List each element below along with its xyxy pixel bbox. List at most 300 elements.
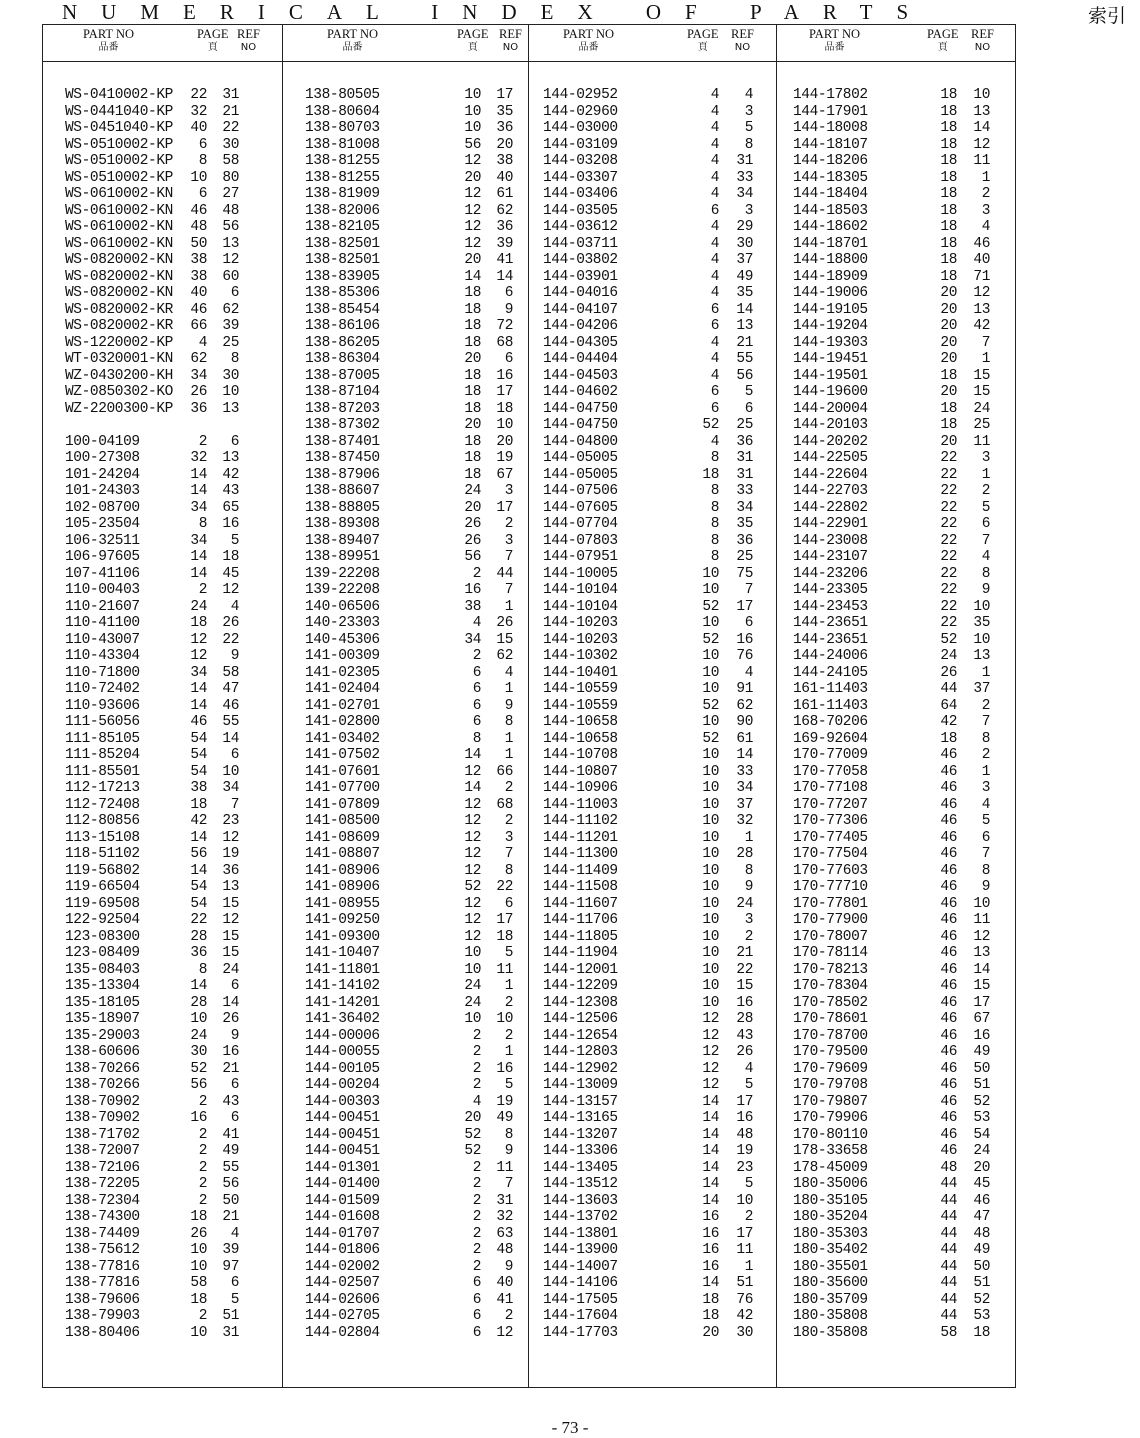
part-number: WS-0610002-KN bbox=[65, 235, 173, 252]
part-number: 144-20004 bbox=[793, 400, 868, 417]
part-number: WS-0820002-KN bbox=[65, 285, 173, 301]
page-value: 10 bbox=[702, 648, 719, 664]
table-row bbox=[777, 368, 1015, 385]
table-row bbox=[43, 764, 282, 781]
table-row bbox=[283, 780, 529, 797]
table-row bbox=[283, 929, 529, 946]
table-row bbox=[777, 335, 1015, 352]
table-row bbox=[777, 912, 1015, 929]
part-no-header-label: PART NO bbox=[563, 27, 615, 41]
page-value: 34 bbox=[190, 664, 207, 681]
page-value: 46 bbox=[940, 895, 957, 912]
page-value: 2 bbox=[198, 1176, 207, 1192]
page-value: 12 bbox=[464, 846, 481, 862]
table-row bbox=[283, 912, 529, 929]
part-number: 138-70266 bbox=[65, 1060, 140, 1077]
page-value: 32 bbox=[190, 450, 207, 466]
page-value: 38 bbox=[190, 268, 207, 285]
ref-value: 62 bbox=[222, 301, 239, 318]
part-number: WS-0510002-KP bbox=[65, 136, 173, 153]
part-number: 135-08403 bbox=[65, 961, 140, 978]
table-row bbox=[283, 219, 529, 236]
table-row bbox=[43, 978, 282, 995]
table-row bbox=[529, 1094, 777, 1111]
ref-value: 2 bbox=[744, 928, 753, 945]
table-row bbox=[777, 698, 1015, 715]
ref-value: 35 bbox=[736, 516, 753, 532]
part-number: 123-08300 bbox=[65, 928, 140, 945]
ref-value: 14 bbox=[973, 961, 990, 978]
table-row bbox=[529, 1209, 777, 1226]
part-number: 122-92504 bbox=[65, 912, 140, 928]
ref-value: 13 bbox=[973, 648, 990, 664]
ref-value: 68 bbox=[496, 334, 513, 351]
part-number: 141-02701 bbox=[305, 697, 380, 714]
table-row bbox=[43, 335, 282, 352]
part-number: 144-07605 bbox=[543, 499, 618, 516]
table-row bbox=[777, 830, 1015, 847]
page-value: 46 bbox=[940, 763, 957, 780]
part-number: WS-1220002-KP bbox=[65, 334, 173, 351]
table-row bbox=[283, 186, 529, 203]
ref-value: 12 bbox=[222, 829, 239, 846]
table-row bbox=[529, 252, 777, 269]
part-number: 170-77058 bbox=[793, 763, 868, 780]
table-row bbox=[43, 615, 282, 632]
page-value: 18 bbox=[940, 120, 957, 136]
ref-value: 5 bbox=[981, 813, 990, 829]
page-value: 2 bbox=[472, 1060, 481, 1077]
table-row bbox=[777, 599, 1015, 616]
ref-value: 4 bbox=[230, 598, 239, 615]
part-number: 180-35808 bbox=[793, 1308, 868, 1324]
page-value: 4 bbox=[472, 615, 481, 631]
table-row bbox=[529, 401, 777, 418]
table-row bbox=[777, 747, 1015, 764]
page-value: 44 bbox=[940, 681, 957, 697]
part-number: 144-19451 bbox=[793, 351, 868, 367]
table-row bbox=[43, 1077, 282, 1094]
ref-value: 36 bbox=[222, 862, 239, 879]
ref-value: 9 bbox=[744, 879, 753, 895]
ref-value: 49 bbox=[496, 1110, 513, 1126]
page-value: 18 bbox=[940, 400, 957, 417]
page-value: 12 bbox=[190, 631, 207, 648]
ref-header bbox=[731, 28, 754, 54]
ref-value: 48 bbox=[973, 1225, 990, 1242]
page-value: 18 bbox=[464, 285, 481, 301]
page-value: 14 bbox=[190, 565, 207, 582]
ref-value: 10 bbox=[736, 1192, 753, 1209]
ref-value: 8 bbox=[504, 714, 513, 730]
ref-value: 10 bbox=[973, 631, 990, 648]
page-value: 48 bbox=[190, 219, 207, 235]
table-row bbox=[283, 1275, 529, 1292]
part-number: 144-00006 bbox=[305, 1027, 380, 1044]
page-value: 22 bbox=[940, 499, 957, 516]
column-header bbox=[529, 25, 777, 62]
table-row bbox=[283, 368, 529, 385]
page-value: 20 bbox=[464, 351, 481, 367]
part-number: 144-12506 bbox=[543, 1011, 618, 1027]
table-row bbox=[43, 549, 282, 566]
page-value: 52 bbox=[464, 879, 481, 895]
part-number: 144-23453 bbox=[793, 598, 868, 615]
ref-value: 47 bbox=[973, 1209, 990, 1225]
table-row bbox=[283, 1127, 529, 1144]
page-value: 2 bbox=[198, 1192, 207, 1209]
ref-header bbox=[499, 28, 522, 54]
page-value: 18 bbox=[940, 136, 957, 153]
table-row bbox=[283, 1011, 529, 1028]
table-row bbox=[43, 351, 282, 368]
part-number: 138-72205 bbox=[65, 1176, 140, 1192]
ref-value: 22 bbox=[736, 961, 753, 978]
page-value: 10 bbox=[702, 763, 719, 780]
ref-value: 38 bbox=[496, 153, 513, 169]
table-row bbox=[777, 549, 1015, 566]
page-value: 2 bbox=[472, 1225, 481, 1242]
page-value: 4 bbox=[710, 252, 719, 268]
table-row bbox=[283, 417, 529, 434]
table-row bbox=[529, 351, 777, 368]
page-value: 6 bbox=[472, 1324, 481, 1341]
table-row bbox=[283, 1209, 529, 1226]
page-value: 46 bbox=[940, 862, 957, 879]
table-row bbox=[777, 681, 1015, 698]
part-number: 138-88607 bbox=[305, 483, 380, 499]
table-row bbox=[529, 648, 777, 665]
ref-value: 2 bbox=[744, 1209, 753, 1225]
ref-value: 36 bbox=[736, 433, 753, 450]
ref-value: 25 bbox=[736, 417, 753, 433]
table-row bbox=[43, 1292, 282, 1309]
ref-value: 3 bbox=[744, 202, 753, 219]
page-value: 56 bbox=[190, 846, 207, 862]
table-row bbox=[529, 318, 777, 335]
table-row bbox=[529, 1011, 777, 1028]
ref-value: 9 bbox=[504, 1143, 513, 1159]
part-number: 144-13207 bbox=[543, 1126, 618, 1143]
page-value: 46 bbox=[940, 879, 957, 895]
page-value: 20 bbox=[940, 351, 957, 367]
ref-value: 25 bbox=[736, 549, 753, 565]
part-number: 141-08807 bbox=[305, 846, 380, 862]
table-row bbox=[283, 203, 529, 220]
table-row bbox=[283, 351, 529, 368]
part-number: 119-69508 bbox=[65, 895, 140, 912]
table-row bbox=[283, 945, 529, 962]
ref-value: 68 bbox=[496, 796, 513, 813]
table-row bbox=[529, 1044, 777, 1061]
ref-value: 30 bbox=[222, 367, 239, 384]
table-row bbox=[43, 1143, 282, 1160]
ref-value: 8 bbox=[744, 862, 753, 879]
ref-header-label: REF bbox=[499, 27, 522, 41]
table-row bbox=[43, 104, 282, 121]
table-row bbox=[529, 483, 777, 500]
table-row bbox=[283, 962, 529, 979]
ref-value: 26 bbox=[222, 1011, 239, 1027]
part-number: 101-24204 bbox=[65, 466, 140, 483]
table-row bbox=[283, 269, 529, 286]
page-value: 12 bbox=[464, 862, 481, 879]
table-row bbox=[777, 467, 1015, 484]
ref-value: 25 bbox=[222, 334, 239, 351]
part-number: 140-45306 bbox=[305, 631, 380, 648]
ref-value: 6 bbox=[981, 829, 990, 846]
page-value: 18 bbox=[940, 169, 957, 186]
part-number: 138-79903 bbox=[65, 1308, 140, 1324]
table-row bbox=[777, 995, 1015, 1012]
table-row bbox=[43, 1226, 282, 1243]
ref-value: 42 bbox=[736, 1308, 753, 1324]
ref-value: 46 bbox=[973, 235, 990, 252]
table-row bbox=[777, 1110, 1015, 1127]
ref-value: 7 bbox=[981, 714, 990, 730]
table-row bbox=[529, 269, 777, 286]
table-row bbox=[283, 1226, 529, 1243]
ref-header-label: REF bbox=[237, 27, 260, 41]
ref-value: 12 bbox=[973, 928, 990, 945]
ref-value: 1 bbox=[981, 664, 990, 681]
ref-value: 18 bbox=[973, 1324, 990, 1341]
page-value: 4 bbox=[710, 285, 719, 301]
table-row bbox=[529, 516, 777, 533]
part-number: 138-87401 bbox=[305, 433, 380, 450]
page-value: 46 bbox=[940, 994, 957, 1011]
page-value: 18 bbox=[464, 367, 481, 384]
ref-value: 33 bbox=[736, 483, 753, 499]
table-row bbox=[777, 648, 1015, 665]
page-value: 4 bbox=[710, 169, 719, 186]
table-row bbox=[43, 1242, 282, 1259]
table-row bbox=[529, 335, 777, 352]
ref-value: 5 bbox=[504, 945, 513, 961]
table-row bbox=[283, 747, 529, 764]
row-list bbox=[283, 87, 529, 1341]
page-value: 46 bbox=[940, 747, 957, 763]
part-number: 144-02002 bbox=[305, 1258, 380, 1275]
page-value: 14 bbox=[190, 483, 207, 499]
part-number: 170-78700 bbox=[793, 1027, 868, 1044]
part-number: 144-00451 bbox=[305, 1126, 380, 1143]
page-value: 2 bbox=[472, 1242, 481, 1258]
part-number: 144-18800 bbox=[793, 252, 868, 268]
page-value: 36 bbox=[190, 945, 207, 961]
table-row bbox=[529, 1193, 777, 1210]
ref-value: 1 bbox=[981, 763, 990, 780]
table-row bbox=[43, 236, 282, 253]
page-value: 2 bbox=[472, 1176, 481, 1192]
ref-value: 16 bbox=[736, 1110, 753, 1126]
page-value: 24 bbox=[190, 1027, 207, 1044]
ref-value: 51 bbox=[973, 1077, 990, 1093]
ref-value: 24 bbox=[222, 961, 239, 978]
page-value: 12 bbox=[464, 813, 481, 829]
table-row bbox=[283, 104, 529, 121]
ref-value: 56 bbox=[222, 219, 239, 235]
page-value: 12 bbox=[464, 763, 481, 780]
table-row bbox=[283, 1110, 529, 1127]
ref-value: 58 bbox=[222, 153, 239, 169]
page-value: 14 bbox=[702, 1143, 719, 1159]
part-number: 139-22208 bbox=[305, 565, 380, 582]
table-row bbox=[283, 648, 529, 665]
ref-value: 10 bbox=[496, 417, 513, 433]
part-number: 144-13009 bbox=[543, 1077, 618, 1093]
part-number: 144-11201 bbox=[543, 829, 618, 846]
table-row bbox=[529, 1077, 777, 1094]
table-row bbox=[283, 1242, 529, 1259]
page-value: 14 bbox=[190, 862, 207, 879]
table-row bbox=[43, 896, 282, 913]
part-number: 138-80406 bbox=[65, 1324, 140, 1341]
table-row bbox=[529, 764, 777, 781]
ref-value: 8 bbox=[504, 1126, 513, 1143]
part-number: 138-87450 bbox=[305, 450, 380, 466]
part-number: WS-0410002-KP bbox=[65, 87, 173, 103]
page-value: 10 bbox=[190, 1324, 207, 1341]
part-number: 138-87005 bbox=[305, 367, 380, 384]
table-row bbox=[777, 813, 1015, 830]
part-number: 144-02960 bbox=[543, 103, 618, 120]
table-row bbox=[43, 648, 282, 665]
page-value: 10 bbox=[702, 582, 719, 598]
page-value: 38 bbox=[190, 780, 207, 796]
page-value: 12 bbox=[702, 1011, 719, 1027]
row-list bbox=[529, 87, 777, 1341]
part-number: 138-81909 bbox=[305, 186, 380, 202]
table-row bbox=[283, 1176, 529, 1193]
ref-header bbox=[971, 28, 994, 54]
part-number: 138-82006 bbox=[305, 202, 380, 219]
part-number: 144-02804 bbox=[305, 1324, 380, 1341]
table-row bbox=[529, 714, 777, 731]
ref-value: 27 bbox=[222, 186, 239, 202]
ref-value: 32 bbox=[496, 1209, 513, 1225]
part-number: 144-19006 bbox=[793, 285, 868, 301]
ref-value: 4 bbox=[504, 664, 513, 681]
part-number: 110-00403 bbox=[65, 582, 140, 598]
part-number: 144-11300 bbox=[543, 846, 618, 862]
part-number: 144-22901 bbox=[793, 516, 868, 532]
table-row bbox=[283, 797, 529, 814]
table-row bbox=[43, 1160, 282, 1177]
table-row bbox=[777, 384, 1015, 401]
part-number: 135-29003 bbox=[65, 1027, 140, 1044]
page-value: 4 bbox=[710, 136, 719, 153]
page-value: 44 bbox=[940, 1308, 957, 1324]
part-number: 138-87203 bbox=[305, 400, 380, 417]
table-row bbox=[43, 780, 282, 797]
ref-value: 37 bbox=[736, 796, 753, 813]
page-value: 8 bbox=[710, 532, 719, 549]
page-value: 12 bbox=[464, 796, 481, 813]
page-value: 18 bbox=[190, 615, 207, 631]
part-number: 144-18404 bbox=[793, 186, 868, 202]
ref-value: 5 bbox=[744, 384, 753, 400]
part-number: 180-35501 bbox=[793, 1258, 868, 1275]
part-number: 138-75612 bbox=[65, 1242, 140, 1258]
part-number: 105-23504 bbox=[65, 516, 140, 532]
part-number: 144-11805 bbox=[543, 928, 618, 945]
ref-value: 1 bbox=[744, 829, 753, 846]
page-value: 46 bbox=[940, 1077, 957, 1093]
page-value: 18 bbox=[190, 796, 207, 813]
part-number: 144-12803 bbox=[543, 1044, 618, 1060]
page-value: 6 bbox=[710, 384, 719, 400]
ref-value: 15 bbox=[973, 367, 990, 384]
page-value: 18 bbox=[940, 186, 957, 202]
table-row bbox=[283, 1292, 529, 1309]
ref-value: 31 bbox=[496, 1192, 513, 1209]
ref-value: 49 bbox=[222, 1143, 239, 1159]
ref-value: 36 bbox=[496, 219, 513, 235]
part-number: 144-13165 bbox=[543, 1110, 618, 1126]
table-row bbox=[283, 879, 529, 896]
ref-value: 34 bbox=[736, 499, 753, 516]
ref-value: 11 bbox=[973, 912, 990, 928]
page-value: 18 bbox=[940, 87, 957, 103]
table-row bbox=[777, 797, 1015, 814]
page-title: NUMERICAL INDEX OF PARTS bbox=[62, 0, 933, 24]
page-value: 20 bbox=[464, 499, 481, 516]
part-number: 138-80703 bbox=[305, 120, 380, 136]
page-value: 12 bbox=[464, 153, 481, 169]
page-value: 14 bbox=[464, 780, 481, 796]
page-value: 2 bbox=[198, 1159, 207, 1176]
ref-value: 34 bbox=[736, 186, 753, 202]
part-number: 144-00303 bbox=[305, 1093, 380, 1110]
table-row bbox=[283, 813, 529, 830]
table-row bbox=[529, 632, 777, 649]
ref-value: 8 bbox=[230, 351, 239, 367]
part-number: 141-07809 bbox=[305, 796, 380, 813]
ref-value: 80 bbox=[222, 169, 239, 186]
page-value: 10 bbox=[464, 87, 481, 103]
ref-value: 18 bbox=[496, 928, 513, 945]
page-value: 18 bbox=[940, 202, 957, 219]
page-value: 18 bbox=[702, 1308, 719, 1324]
table-row bbox=[529, 384, 777, 401]
ref-value: 41 bbox=[496, 252, 513, 268]
part-number: 100-27308 bbox=[65, 450, 140, 466]
page-value: 10 bbox=[702, 846, 719, 862]
ref-value: 42 bbox=[222, 466, 239, 483]
page-value: 10 bbox=[702, 862, 719, 879]
table-row bbox=[777, 516, 1015, 533]
table-row bbox=[529, 236, 777, 253]
part-no-header-label: PART NO bbox=[809, 27, 861, 41]
page-value: 52 bbox=[702, 598, 719, 615]
table-row bbox=[43, 1308, 282, 1325]
part-number: 170-79609 bbox=[793, 1060, 868, 1077]
page-value: 46 bbox=[190, 301, 207, 318]
page-header bbox=[457, 28, 489, 54]
table-row bbox=[43, 632, 282, 649]
page-value: 22 bbox=[190, 87, 207, 103]
ref-value: 35 bbox=[973, 615, 990, 631]
column-header bbox=[777, 25, 1015, 62]
table-row bbox=[43, 566, 282, 583]
table-row bbox=[283, 467, 529, 484]
page-value: 10 bbox=[702, 879, 719, 895]
part-number: 141-10407 bbox=[305, 945, 380, 961]
table-row bbox=[529, 500, 777, 517]
part-number: 144-03612 bbox=[543, 219, 618, 235]
ref-value: 15 bbox=[222, 928, 239, 945]
